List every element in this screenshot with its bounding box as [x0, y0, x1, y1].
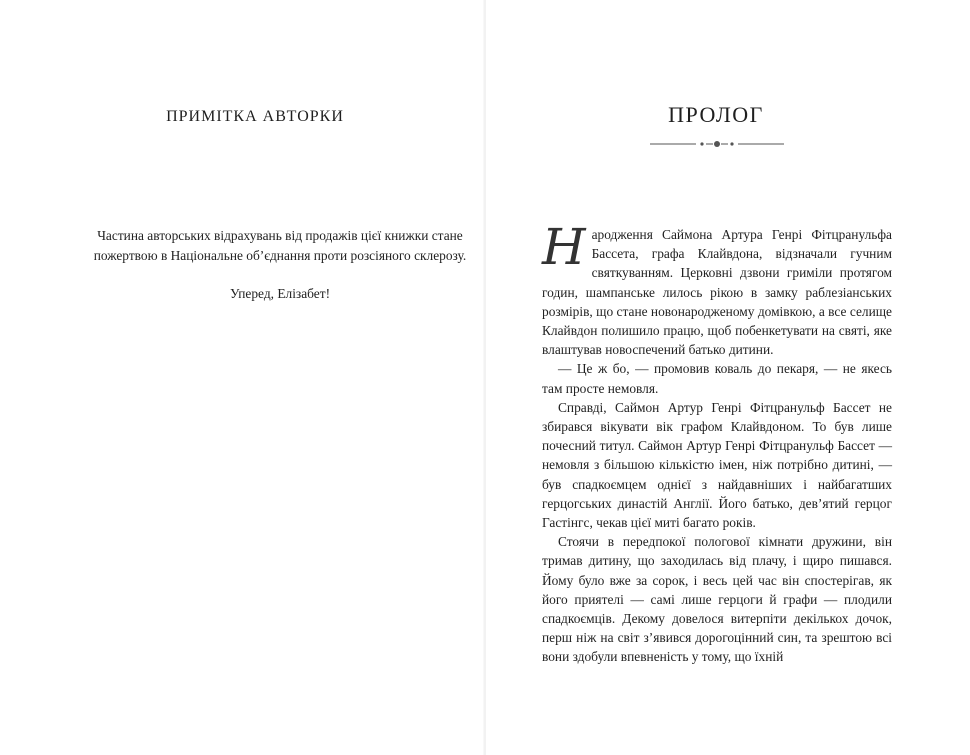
paragraph-text: ародження Саймона Артура Генрі Фітцранульфа Бассета, графа Клайвдона, відзначали гучним святкуванням. Церковні дзвони гриміли протягом годин, шампанське лилось рікою в замку раблезіанських розмірів, що стане новонародженому домівкою, а все селище Клайвдон полишило працю, щоб побенкетувати на святі, яке влаштував новоспечений батько дитини. [542, 227, 892, 358]
author-note-title: ПРИМІТКА АВТОРКИ [166, 108, 344, 125]
paragraph: — Це ж бо, — промовив коваль до пекаря, — не якесь там просте немовля. [542, 361, 892, 396]
paragraph [542, 218, 892, 359]
ornament-divider-icon [650, 138, 784, 150]
paragraph: Справді, Саймон Артур Генрі Фітцранульф Бассет не збирався вікувати вік графом Клайвдоном. То був лише почесний титул. Саймон Артур Генрі Фітцранульф Бассет — немовля з більшою кількістю імен, ніж потрібно дитині, — був спадкоємцем однієї з найдавніших і найбагатших герцогських династій Англії. Його батько, дев’ятий герцог Гастінгс, чекав цієї миті багато років. [542, 399, 892, 531]
prologue-title: ПРОЛОГ [668, 102, 764, 127]
author-note-text: Частина авторських відрахувань від продажів цієї книжки стане пожертвою в Національне об’єднання проти розсіяного склерозу. [93, 228, 467, 263]
author-note [70, 226, 490, 304]
author-note-dedication: Уперед, Елізабет! [229, 286, 331, 302]
dropcap-letter: Н [542, 218, 586, 276]
prologue-text [542, 218, 892, 667]
left-page [0, 0, 484, 755]
paragraph: Стоячи в передпокої пологової кімнати дружини, він тримав дитину, що заходилась від плачу, і щиро пишався. Йому було вже за сорок, і весь цей час він спостерігав, як його приятелі — самі лише герцоги й графи — плодили спадкоємців. Декому довелося витерпіти декількох дочок, перш ніж на світ з’явився дорогоцінний син, та зрештою всі вони здобули впевненість у тому, що їхній [542, 534, 892, 665]
right-page [486, 0, 970, 755]
